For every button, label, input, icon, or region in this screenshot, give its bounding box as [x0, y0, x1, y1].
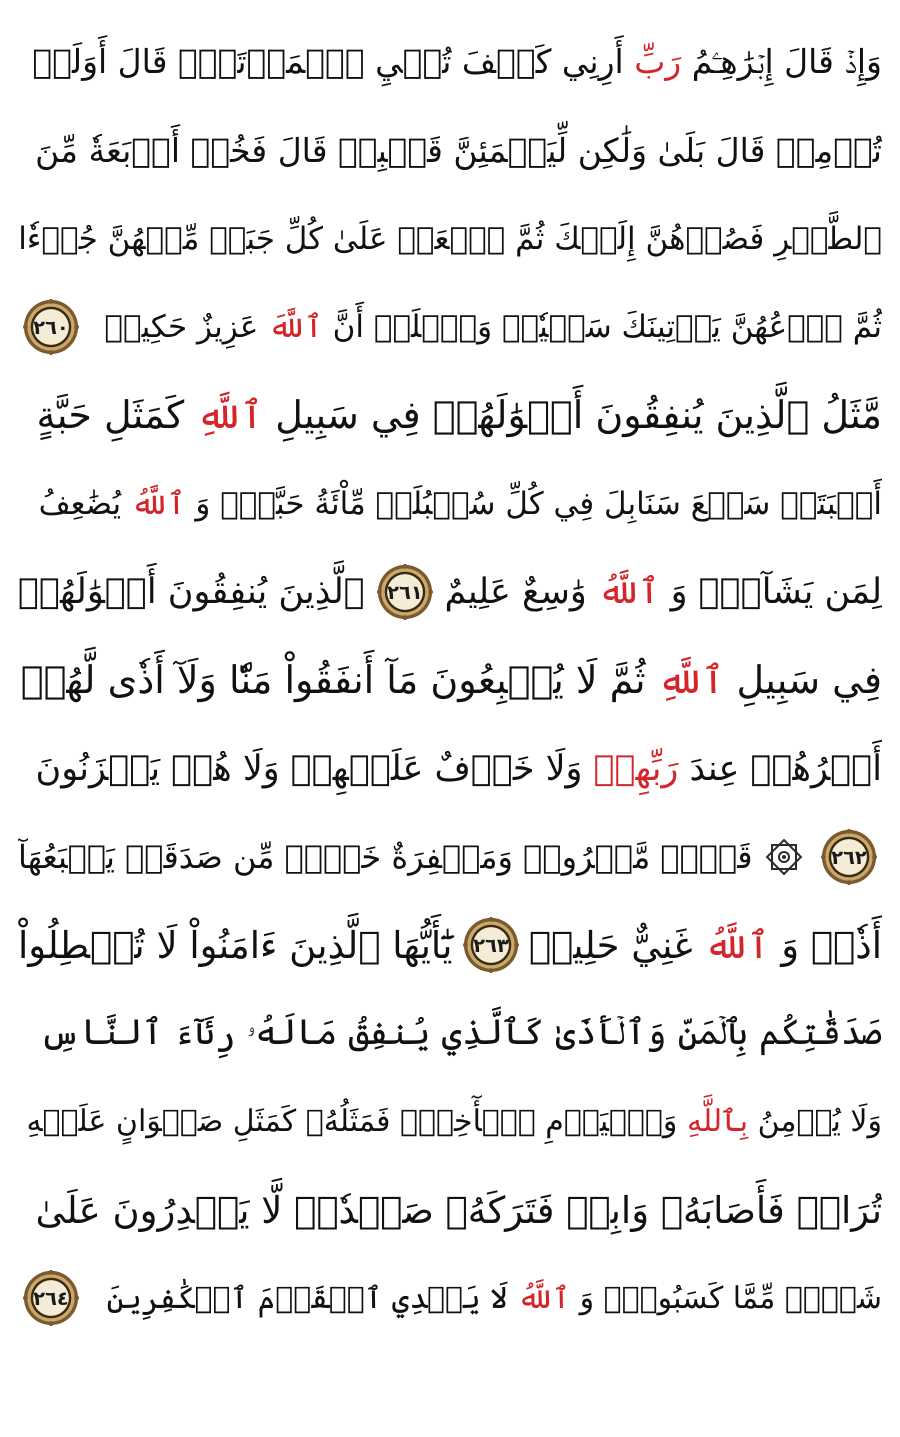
- line-lead: [36, 1189, 882, 1232]
- line-lead: [445, 572, 882, 612]
- line-lead: [40, 1013, 882, 1053]
- ayah-number-marker: [376, 563, 434, 621]
- verse-text: وَٱلۡيَوۡمِ ٱلۡأٓخِرِۖ فَمَثَلُهُۥ كَمَثَلِ صَفۡوَانٍ عَلَيۡهِ: [26, 1104, 678, 1140]
- verse-text: وَإِذۡ قَالَ إِبۡرَٰهِـۧمُ: [691, 42, 882, 82]
- verse-text: أَنۢبَتَتۡ سَبۡعَ سَنَابِلَ فِي كُلِّ سُنۢبُلَةٖ مِّاْئَةُ حَبَّةٖۗ وَ: [195, 485, 882, 522]
- ayah-frame-icon: [820, 828, 878, 886]
- verse-text: أَرِنِي كَيۡفَ تُحۡيِ ٱلۡمَوۡتَىٰۖ قَالَ أَوَلَمۡ: [32, 42, 624, 82]
- text-line: [18, 724, 882, 812]
- verse-text: لَا يَهۡدِي ٱلۡقَوۡمَ ٱلۡكَٰفِرِينَ: [106, 1280, 508, 1316]
- divine-name: ٱللَّهُ: [517, 1280, 571, 1316]
- line-lead: [107, 1281, 882, 1316]
- ayah-number: ٢٦١: [386, 580, 423, 604]
- ayah-number-marker: [22, 1269, 80, 1327]
- line-lead: [21, 658, 882, 702]
- divine-name: ٱللَّهُ: [597, 571, 660, 612]
- verse-text: وَٰسِعٌ عَلِيمٌ: [444, 571, 587, 612]
- ayah-number: ٢٦٣: [472, 933, 509, 957]
- verse-text: لِمَن يَشَآءُۚ وَ: [670, 571, 882, 612]
- verse-text: يُضَٰعِفُ: [38, 485, 122, 522]
- text-line: [18, 989, 882, 1077]
- line-trailing: [18, 838, 752, 876]
- verse-text: أَذٗىۗ وَ: [781, 923, 882, 967]
- text-line: [18, 548, 882, 636]
- verse-text: تُرَابٞ فَأَصَابَهُۥ وَابِلٞ فَتَرَكَهُۥ صَلۡدٗاۖ لَّا يَقۡدِرُونَ عَلَىٰ: [35, 1188, 882, 1232]
- line-lead: [37, 393, 882, 437]
- text-line: [18, 371, 882, 459]
- divine-name: رَبِّهِمۡ: [593, 748, 679, 789]
- ayah-number: ٢٦٢: [831, 845, 867, 869]
- text-line: [18, 901, 882, 989]
- line-lead: [18, 221, 882, 257]
- ayah-frame-icon: [22, 1269, 80, 1327]
- verse-text: ثُمَّ ٱدۡعُهُنَّ يَأۡتِينَكَ سَعۡيٗاۚ وَٱعۡلَمۡ أَنَّ: [332, 309, 882, 346]
- divine-name: ٱللَّهِ: [657, 658, 725, 703]
- text-line: [18, 636, 882, 724]
- text-line: [18, 106, 882, 194]
- line-trailing: [18, 924, 452, 967]
- divine-name: رَبِّ: [634, 42, 682, 82]
- text-line: [18, 195, 882, 283]
- divine-name: ٱللَّهَ: [268, 309, 323, 346]
- ayah-frame-icon: [462, 916, 520, 974]
- divine-name: بِٱللَّهِ: [686, 1104, 749, 1140]
- text-line: [18, 813, 882, 901]
- verse-text: كَمَثَلِ حَبَّةٍ: [36, 393, 185, 438]
- line-lead: [104, 309, 882, 345]
- verse-text: ٱلَّذِينَ يُنفِقُونَ أَمۡوَٰلَهُمۡ: [18, 571, 365, 612]
- text-line: [18, 1166, 882, 1254]
- divine-name: ٱللَّهُ: [704, 923, 770, 967]
- verse-text: شَيۡءٖ مِّمَّا كَسَبُواْۗ وَ: [579, 1280, 882, 1316]
- text-line: [18, 283, 882, 371]
- divine-name: ٱللَّهُ: [131, 485, 186, 522]
- ayah-number-marker: [462, 916, 520, 974]
- line-lead: [529, 924, 882, 967]
- verse-text: وَلَا خَوۡفٌ عَلَيۡهِمۡ وَلَا هُمۡ يَحۡزَنُونَ: [35, 748, 583, 789]
- line-lead: [26, 1104, 882, 1139]
- text-line: [18, 1078, 882, 1166]
- verse-text: يَٰٓأَيُّهَا ٱلَّذِينَ ءَامَنُواْ لَا تُبۡطِلُواْ: [18, 923, 453, 967]
- ayah-number: ٢٦٠: [33, 315, 69, 339]
- verse-text: صَدَقَٰتِكُم بِٱلۡمَنِّ وَٱلۡأَذَىٰ كَٱلَّذِي يُنفِقُ مَالَهُۥ رِئَآءَ ٱلنَّاسِ: [39, 1013, 882, 1054]
- text-line: [18, 18, 882, 106]
- divine-name: ٱللَّهِ: [196, 393, 264, 438]
- verse-text: وَلَا يُؤۡمِنُ: [757, 1104, 882, 1140]
- line-trailing: [18, 572, 365, 612]
- ayah-number-marker: [22, 298, 80, 356]
- line-lead: [39, 486, 882, 522]
- ayah-frame-icon: [22, 298, 80, 356]
- ayah-number-marker: [820, 828, 878, 886]
- verse-text: قَوۡلٞ مَّعۡرُوفٞ وَمَغۡفِرَةٌ خَيۡرٞ مِّن صَدَقَةٖ يَتۡبَعُهَآ: [18, 837, 753, 876]
- line-lead: [35, 131, 882, 170]
- ayah-number: ٢٦٤: [33, 1287, 69, 1311]
- text-line: [18, 1254, 882, 1342]
- verse-text: عَزِيزٌ حَكِيمٞ: [104, 309, 259, 346]
- text-lines: [18, 18, 882, 1342]
- rub-el-hizb-icon: [762, 835, 806, 879]
- line-lead: [32, 42, 882, 82]
- text-line: [18, 459, 882, 547]
- verse-text: فِي سَبِيلِ: [736, 658, 882, 703]
- verse-text: ٱلطَّيۡرِ فَصُرۡهُنَّ إِلَيۡكَ ثُمَّ ٱجۡعَلۡ عَلَىٰ كُلِّ جَبَلٖ مِّنۡهُنَّ جُزۡءٗا: [18, 220, 882, 257]
- verse-text: مَّثَلُ ٱلَّذِينَ يُنفِقُونَ أَمۡوَٰلَهُمۡ فِي سَبِيلِ: [275, 393, 882, 438]
- ayah-frame-icon: [376, 563, 434, 621]
- line-lead: [36, 749, 882, 789]
- verse-text: غَنِيٌّ حَلِيمٞ: [528, 923, 693, 967]
- verse-text: ثُمَّ لَا يُتۡبِعُونَ مَآ أَنفَقُواْ مَنّٗا وَلَآ أَذٗى لَّهُمۡ: [20, 658, 646, 703]
- verse-text: أَجۡرُهُمۡ عِندَ: [689, 748, 882, 789]
- verse-text: تُؤۡمِنۖ قَالَ بَلَىٰ وَلَٰكِن لِّيَطۡمَئِنَّ قَلۡبِيۖ قَالَ فَخُذۡ أَرۡبَعَةٗ مِّنَ: [35, 130, 882, 170]
